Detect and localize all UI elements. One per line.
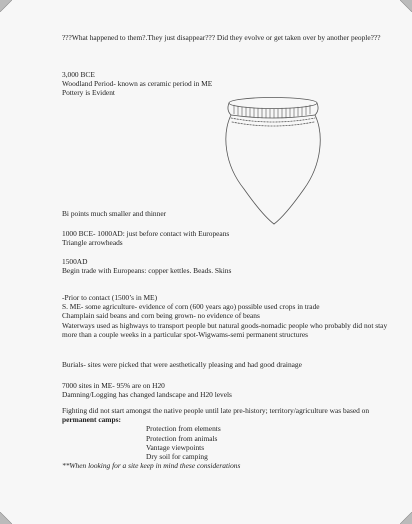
permanent-camps-label: permanent camps: <box>62 415 121 425</box>
contact-date: 1000 BCE- 1000AD: just before contact with Europeans <box>62 229 230 238</box>
page-corner-icon <box>400 0 412 12</box>
camp-reason: Protection from animals <box>146 433 218 443</box>
trade-section <box>62 257 394 275</box>
woodland-period: Woodland Period- known as ceramic period in ME <box>62 79 213 89</box>
burials-note: Burials- sites were picked that were aesthetically pleasing and had good drainage <box>62 360 302 369</box>
bipoints-note: Bi points much smaller and thinner <box>62 209 167 218</box>
camp-reason: Protection from elements <box>146 424 221 434</box>
prior-champlain: Champlain said beans and corn being grown- no evidence of beans <box>62 311 260 321</box>
prior-waterways: Waterways used as highways to transport people but natural goods-nomadic people who probably did not stay more than a couple weeks in a particular spot-Wigwams-semi permanent structures <box>62 320 388 339</box>
sites-damning: Damning/Logging has changed landscape and H20 levels <box>62 390 232 400</box>
fighting-section <box>62 406 394 470</box>
prior-section <box>62 293 394 339</box>
contact-section <box>62 229 394 247</box>
trade-date: 1500AD <box>62 257 88 266</box>
trade-goods: Begin trade with Europeans: copper kettles. Beads. Skins <box>62 266 232 276</box>
camp-reason: Dry soil for camping <box>146 452 208 462</box>
ceramic-pot-sketch <box>216 94 334 226</box>
prior-agriculture: S. ME- some agriculture- evidence of corn (600 years ago) possible used crops in trade <box>62 302 320 312</box>
camp-reason: Vantage viewpoints <box>146 442 205 452</box>
woodland-pottery: Pottery is Evident <box>62 88 115 98</box>
sites-count: 7000 sites in ME- 95% are on H20 <box>62 381 165 390</box>
woodland-date: 3,000 BCE <box>62 70 95 79</box>
sites-section <box>62 381 394 399</box>
page-corner-icon <box>0 512 12 524</box>
contact-arrowheads: Triangle arrowheads <box>62 238 123 248</box>
page-corner-icon <box>0 0 12 12</box>
closing-note: **When looking for a site keep in mind these considerations <box>62 461 241 471</box>
intro-question: ???What happened to them?.They just disappear??? Did they evolve or get taken over by another people??? <box>62 33 381 42</box>
prior-heading: -Prior to contact (1500’s in ME) <box>62 293 158 302</box>
fighting-text: Fighting did not start amongst the native people until late pre-history; territory/agriculture was based on <box>62 406 370 415</box>
page-corner-icon <box>400 512 412 524</box>
